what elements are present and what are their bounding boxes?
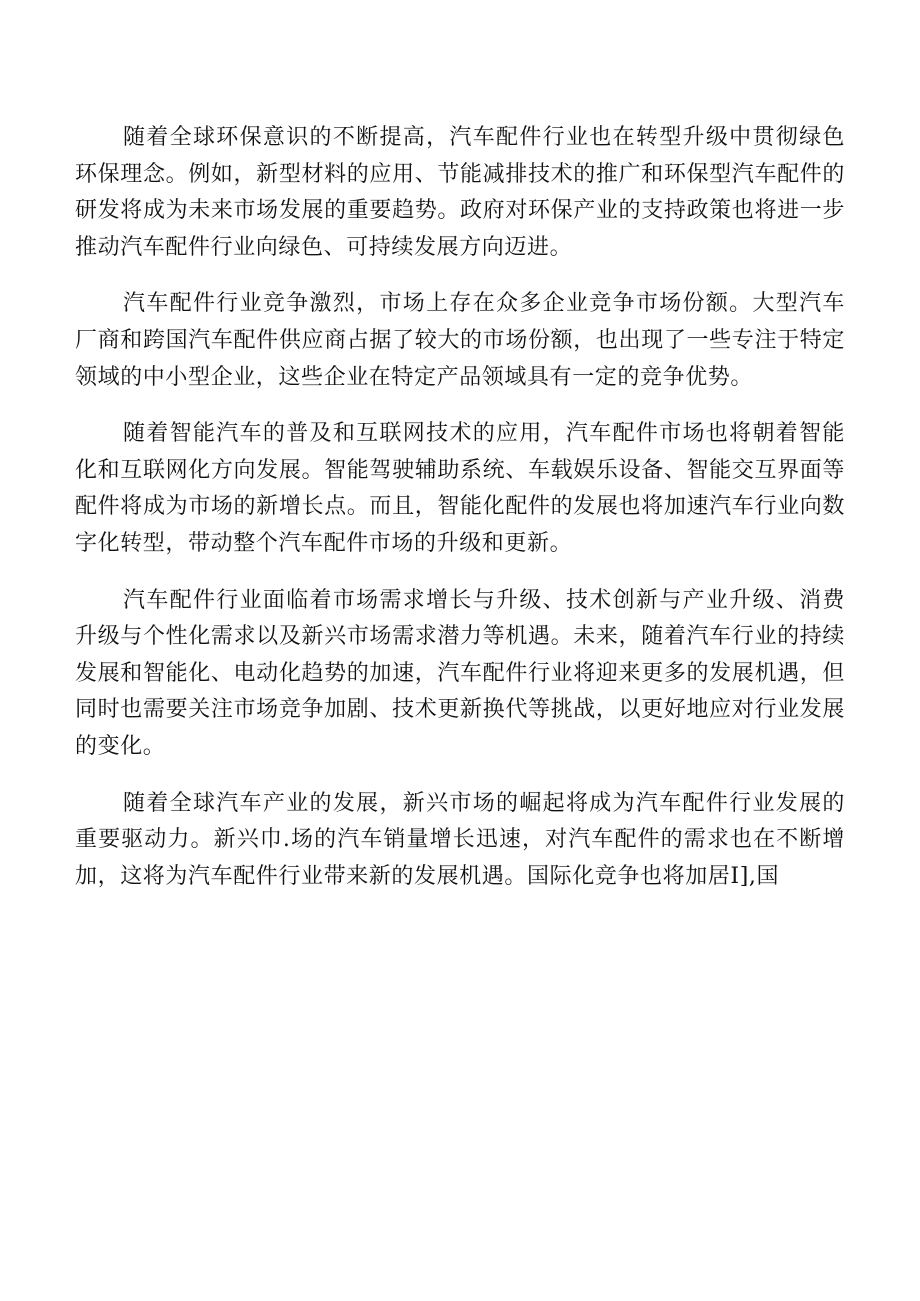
paragraph: 随着全球环保意识的不断提高，汽车配件行业也在转型升级中贯彻绿色环保理念。例如，新型材料的应用、节能减排技术的推广和环保型汽车配件的研发将成为未来市场发展的重要趋势。政府对环保产业的支持政策也将进一步推动汽车配件行业向绿色、可持续发展方向迈进。 [75, 125, 845, 260]
paragraph: 随着全球汽车产业的发展，新兴市场的崛起将成为汽车配件行业发展的重要驱动力。新兴巾.场的汽车销量增长迅速，对汽车配件的需求也在不断增加，这将为汽车配件行业带来新的发展机遇。国际化竞争也将加居I],国 [75, 790, 845, 889]
paragraph: 汽车配件行业竞争激烈，市场上存在众多企业竞争市场份额。大型汽车厂商和跨国汽车配件供应商占据了较大的市场份额，也出现了一些专注于特定领域的中小型企业，这些企业在特定产品领域具有一定的竞争优势。 [75, 291, 845, 390]
paragraph: 汽车配件行业面临着市场需求增长与升级、技术创新与产业升级、消费升级与个性化需求以及新兴市场需求潜力等机遇。未来，随着汽车行业的持续发展和智能化、电动化趋势的加速，汽车配件行业将迎来更多的发展机遇，但同时也需要关注市场竞争加剧、技术更新换代等挑战，以更好地应对行业发展的变化。 [75, 587, 845, 759]
paragraph: 随着智能汽车的普及和互联网技术的应用，汽车配件市场也将朝着智能化和互联网化方向发展。智能驾驶辅助系统、车载娱乐设备、智能交互界面等配件将成为市场的新增长点。而且，智能化配件的发展也将加速汽车行业向数字化转型，带动整个汽车配件市场的升级和更新。 [75, 421, 845, 556]
document-body [75, 120, 845, 895]
